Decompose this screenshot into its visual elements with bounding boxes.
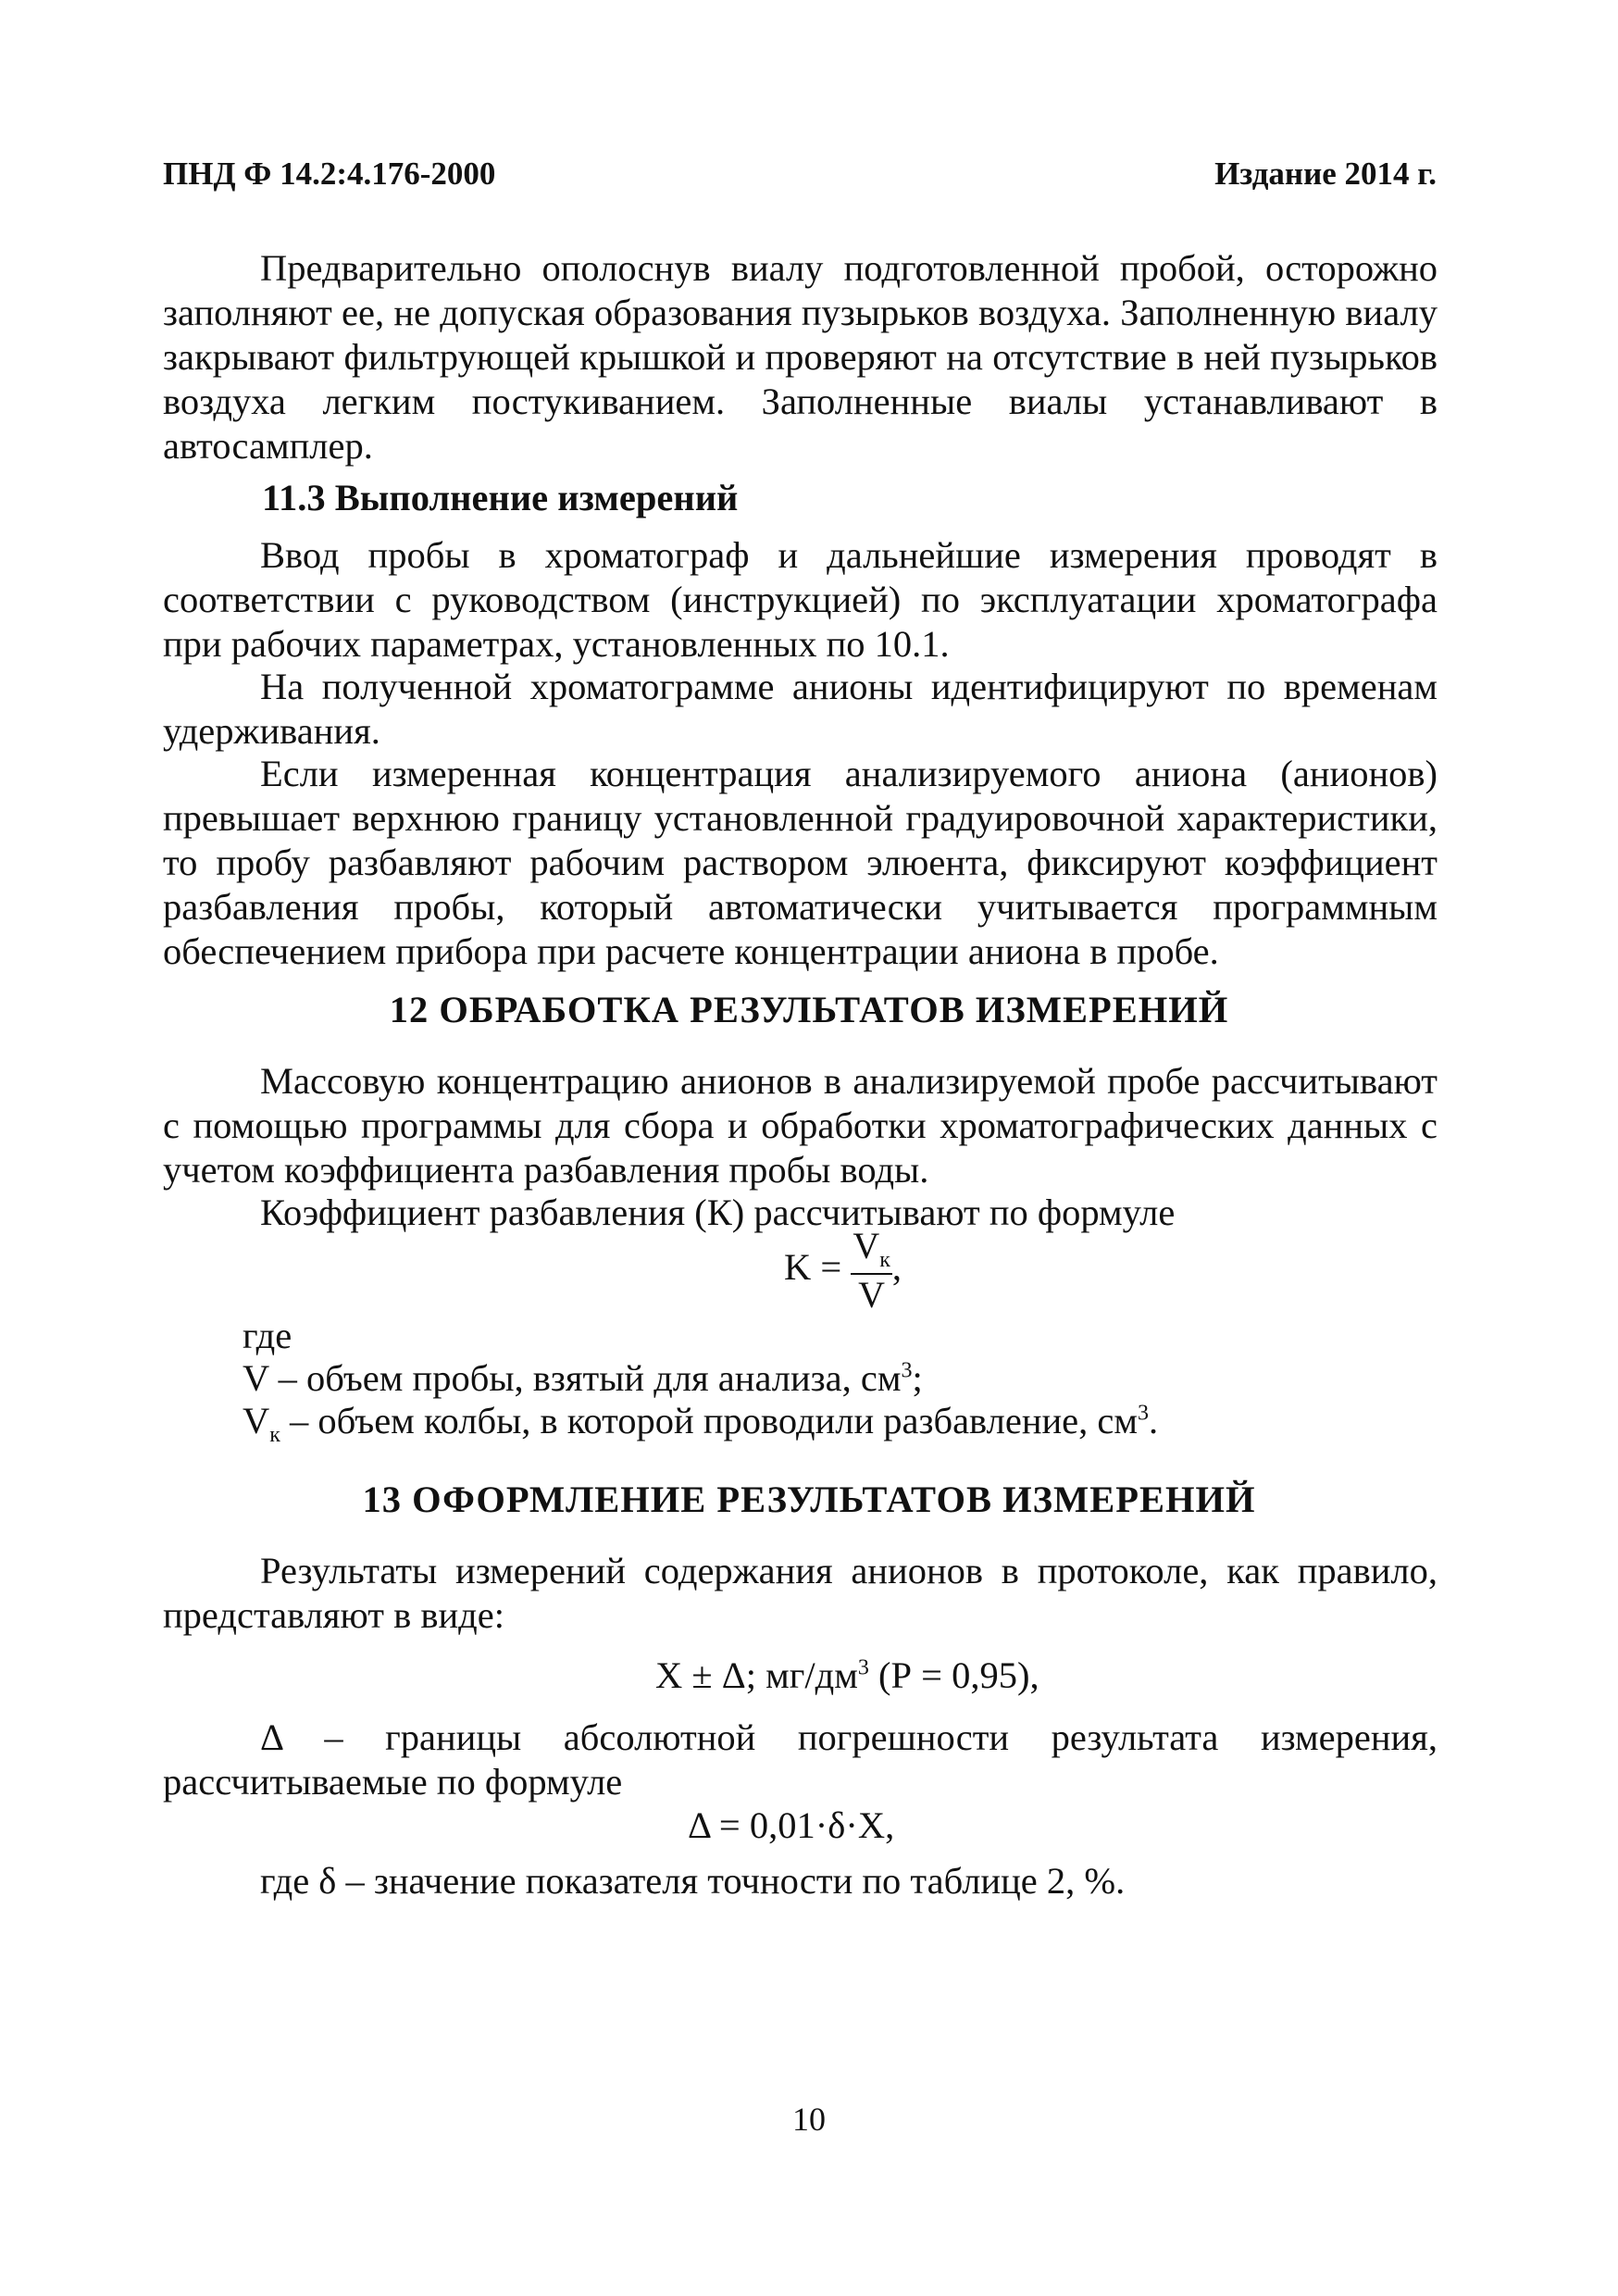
section-11-3-p1	[163, 533, 1438, 667]
section-13-title: 13 ОФОРМЛЕНИЕ РЕЗУЛЬТАТОВ ИЗМЕРЕНИЙ	[362, 1479, 1256, 1520]
definition-v	[243, 1356, 923, 1400]
intro-paragraph	[163, 246, 1438, 468]
superscript: 3	[901, 1358, 913, 1383]
dilution-formula	[784, 1225, 902, 1316]
delta-formula: Δ = 0,01·δ·X,	[688, 1804, 895, 1846]
page-number: 10	[792, 2101, 826, 2138]
formula-text: X ± Δ; мг/дм	[655, 1654, 858, 1696]
formula-fraction	[851, 1225, 892, 1316]
section-13-p1	[163, 1549, 1438, 1638]
superscript: 3	[1138, 1401, 1150, 1426]
definition-text: – объем колбы, в которой проводили разбавление, см	[280, 1400, 1139, 1441]
intro-text: Предварительно ополоснув виалу подготовленной пробой, осторожно заполняют ее, не допуская образования пузырьков воздуха. Заполненную виалу закрывают фильтрующей крышкой и проверяют на отсутствие в ней пузырьков воздуха легким постукиванием. Заполненные виалы устанавливают в автосамплер.	[163, 247, 1438, 467]
paragraph-text: Если измеренная концентрация анализируемого аниона (анионов) превышает верхнюю границу установленной градуировочной характеристики, то пробу разбавляют рабочим раствором элюента, фиксируют коэффициент разбавления пробы, который автоматически учитывается программным обеспечением прибора при расчете концентрации аниона в пробе.	[163, 753, 1438, 972]
definition-vk	[243, 1399, 1158, 1448]
definition-text: V – объем пробы, взятый для анализа, см	[243, 1357, 902, 1399]
formula-text: (Р = 0,95),	[868, 1654, 1039, 1696]
formula-tail: ,	[891, 1245, 902, 1288]
section-12-p2: Коэффициент разбавления (К) рассчитывают по формуле	[260, 1192, 1176, 1233]
definition-end: ;	[912, 1357, 923, 1399]
vk-base: V	[243, 1400, 270, 1441]
superscript: 3	[857, 1655, 869, 1680]
result-formula	[655, 1653, 1039, 1697]
paragraph-text: Массовую концентрацию анионов в анализируемой пробе рассчитывают с помощью программы для сбора и обработки хроматографических данных с учетом коэффициента разбавления пробы воды.	[163, 1060, 1438, 1191]
section-11-3-title: 11.3 Выполнение измерений	[262, 477, 739, 518]
section-12-p1	[163, 1059, 1438, 1192]
paragraph-text: Δ – границы абсолютной погрешности результата измерения, рассчитываемые по формуле	[163, 1716, 1438, 1803]
paragraph-text: Ввод пробы в хроматограф и дальнейшие измерения проводят в соответствии с руководством (инструкцией) по эксплуатации хроматографа при рабочих параметрах, установленных по 10.1.	[163, 534, 1438, 665]
section-11-3-p3	[163, 752, 1438, 974]
edition-label: Издание 2014 г.	[1214, 156, 1437, 192]
formula-numerator	[851, 1225, 892, 1275]
section-11-3-p2	[163, 665, 1438, 754]
document-code: ПНД Ф 14.2:4.176-2000	[163, 156, 496, 192]
formula-denominator: V	[858, 1274, 886, 1316]
paragraph-text: Результаты измерений содержания анионов в протоколе, как правило, представляют в виде:	[163, 1550, 1438, 1636]
paragraph-text: На полученной хроматограмме анионы идентифицируют по временам удерживания.	[163, 666, 1438, 752]
section-13-p3: где δ – значение показателя точности по таблице 2, %.	[260, 1860, 1126, 1902]
section-13-p2	[163, 1716, 1438, 1804]
numerator-sub: к	[879, 1248, 890, 1272]
definition-end: .	[1149, 1400, 1159, 1441]
section-12-title: 12 ОБРАБОТКА РЕЗУЛЬТАТОВ ИЗМЕРЕНИЙ	[389, 989, 1229, 1030]
where-label: где	[243, 1315, 292, 1356]
vk-sub: к	[269, 1423, 280, 1448]
formula-lhs: K =	[784, 1245, 842, 1288]
numerator-base: V	[853, 1225, 880, 1267]
